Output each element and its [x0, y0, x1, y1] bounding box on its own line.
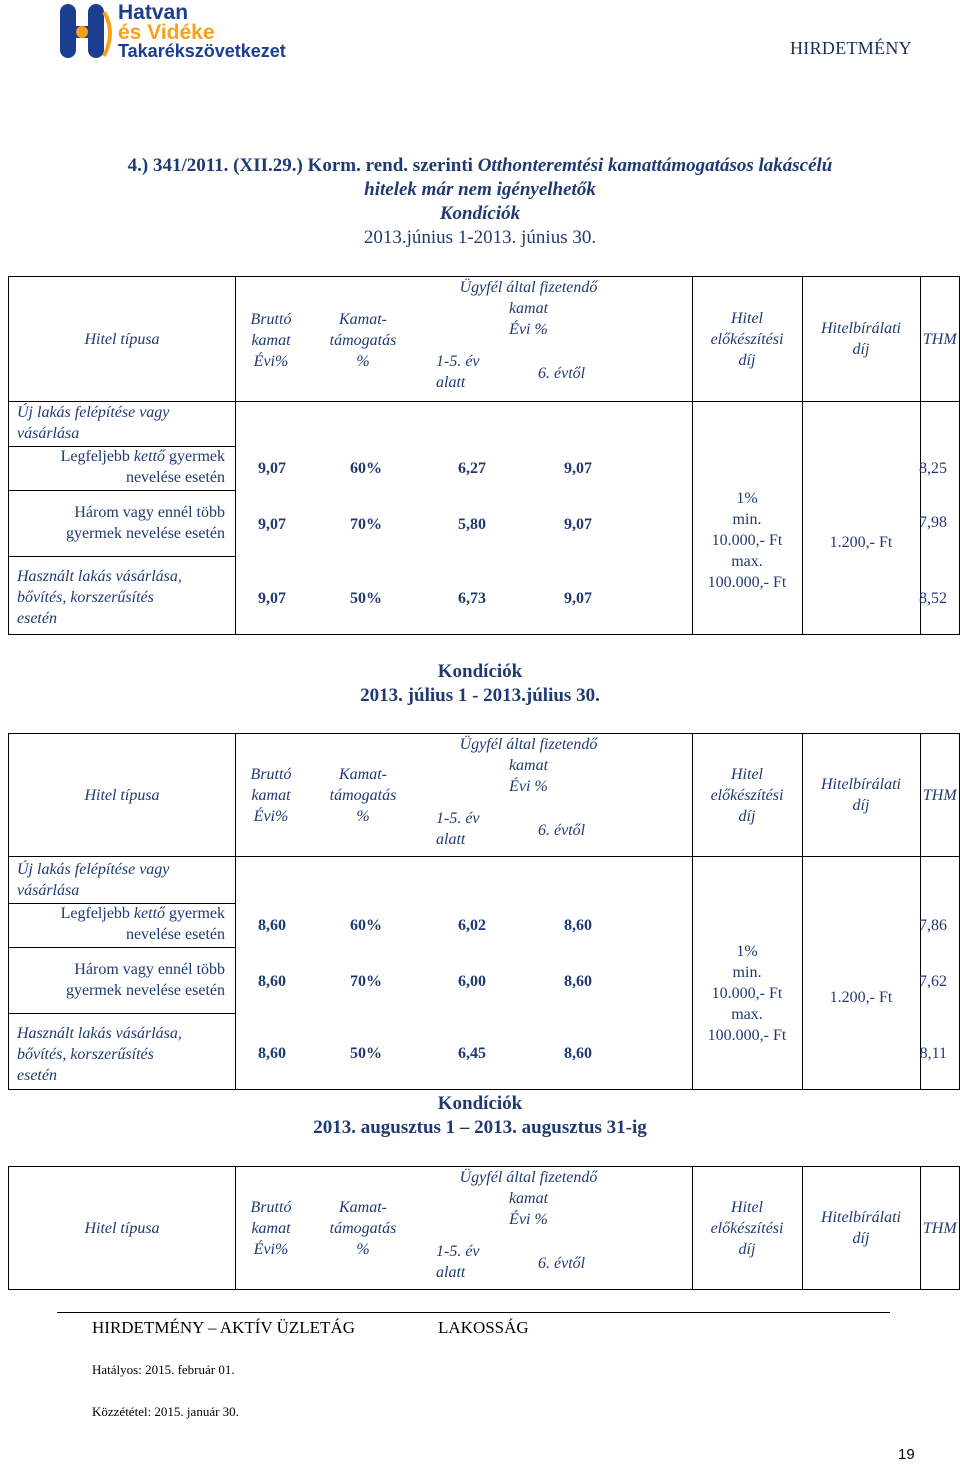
thm-cell — [920, 402, 960, 635]
subsidy-h3: % — [356, 1241, 370, 1258]
footer-left: HIRDETMÉNY – AKTÍV ÜZLETÁG — [92, 1318, 355, 1337]
rate-6-value: 9,07 — [564, 590, 592, 607]
label-used-home-1: Használt lakás vásárlása, — [17, 568, 182, 585]
row-labels-2: Új lakás felépítése vagy vásárlása Legfeljebb kettő gyermek nevelése esetén Három vagy ennél több gyermek nevelése esetén Használt lakás vásárlása, bővítés, korszerűsítés esetén — [9, 857, 236, 1090]
conditions-table-3 — [8, 1166, 960, 1290]
label-max-two-d: nevelése esetén — [125, 926, 225, 943]
rate-1-5-value: 6,02 — [458, 917, 486, 934]
years-1-5-h1: 1-5. év — [436, 1243, 480, 1260]
prep-fee-h1: Hitel — [731, 1198, 763, 1216]
label-used-home-2: bővítés, korszerűsítés — [17, 1046, 154, 1063]
conditions-label-2: Kondíciók — [437, 661, 523, 682]
label-used-home-1: Használt lakás vásárlása, — [17, 1025, 182, 1042]
years-1-5-h1: 1-5. év — [436, 810, 480, 827]
conditions-label: Kondíciók — [439, 203, 521, 224]
client-rate-h1: Ügyfél által fizetendő — [459, 736, 598, 753]
subsidy-h2: támogatás — [329, 787, 397, 804]
section-3-heading — [60, 1092, 900, 1140]
thm-cell — [920, 857, 960, 1090]
rows-values-2 — [236, 857, 693, 1090]
gross-rate-h2: kamat — [251, 787, 291, 804]
label-new-home-1: Új lakás felépítése vagy — [17, 861, 170, 878]
review-fee-value: 1.200,- Ft — [829, 534, 893, 551]
review-fee-h2: díj — [852, 797, 870, 814]
header-rates — [236, 277, 693, 402]
prep-fee-cell — [692, 857, 802, 1090]
gross-value: 9,07 — [258, 516, 286, 533]
label-three-more-1: Három vagy ennél több — [74, 961, 225, 978]
years-1-5-h2: alatt — [436, 374, 466, 391]
label-used-home-3: esetén — [17, 1067, 57, 1084]
section-2-heading — [60, 660, 900, 708]
label-new-home-1: Új lakás felépítése vagy — [17, 404, 170, 421]
prep-fee-h2: előkészítési — [710, 330, 784, 348]
effective-date: Hatályos: 2015. február 01. — [92, 1362, 235, 1377]
subsidy-h1: Kamat- — [339, 1199, 387, 1216]
thm-value: 8,52 — [919, 590, 947, 607]
subsidy-h2: támogatás — [329, 332, 397, 349]
label-max-two-a: Legfeljebb — [60, 905, 134, 922]
rows-values-1 — [236, 402, 693, 635]
thm-value: 7,98 — [919, 514, 947, 531]
col-thm: THM — [920, 277, 960, 402]
rate-1-5-value: 6,45 — [458, 1045, 486, 1062]
label-max-two-c: gyermek — [165, 905, 225, 922]
col-prep-fee — [692, 1167, 802, 1290]
row-labels-1: Új lakás felépítése vagy vásárlása Legfeljebb kettő gyermek nevelése esetén Három vagy ennél több gyermek nevelése esetén Használt lakás vásárlása, bővítés, korszerűsítés esetén — [9, 402, 236, 635]
conditions-table-1 — [8, 276, 960, 635]
subsidy-value: 70% — [350, 516, 382, 533]
gross-value: 8,60 — [258, 973, 286, 990]
rate-1-5-value: 5,80 — [458, 516, 486, 533]
prep-fee-pct: 1% — [736, 490, 758, 507]
year-6-header: 6. évtől — [538, 1255, 586, 1272]
prep-fee-min-label: min. — [732, 964, 762, 981]
subsidy-h2: támogatás — [329, 1220, 397, 1237]
label-max-two-a: Legfeljebb — [60, 448, 134, 465]
thm-value: 8,11 — [919, 1045, 947, 1062]
gross-rate-h1: Bruttó — [250, 311, 292, 328]
rate-6-value: 9,07 — [564, 460, 592, 477]
subsidy-value: 70% — [350, 973, 382, 990]
prep-fee-min: 10.000,- Ft — [711, 985, 783, 1002]
conditions-table-2 — [8, 733, 960, 1090]
prep-fee-h2: előkészítési — [710, 786, 784, 804]
client-rate-h3: Évi % — [509, 778, 548, 795]
client-rate-h3: Évi % — [509, 1211, 548, 1228]
rate-6-value: 8,60 — [564, 973, 592, 990]
gross-value: 9,07 — [258, 590, 286, 607]
prep-fee-cell — [692, 402, 802, 635]
col-loan-type: Hitel típusa — [9, 1167, 236, 1290]
year-6-header: 6. évtől — [538, 822, 586, 839]
col-review-fee — [802, 734, 920, 857]
subsidy-value: 60% — [350, 917, 382, 934]
gross-rate-h3: Évi% — [253, 808, 289, 825]
prep-fee-h3: díj — [738, 351, 756, 369]
published-date: Közzététel: 2015. január 30. — [92, 1404, 239, 1419]
col-prep-fee — [692, 734, 802, 857]
years-1-5-h2: alatt — [436, 1264, 466, 1281]
gross-rate-h3: Évi% — [253, 1241, 289, 1258]
title-part-2: Otthonteremtési kamattámogatásos lakáscélú — [477, 155, 833, 176]
review-fee-cell — [802, 857, 920, 1090]
label-max-two-c: gyermek — [165, 448, 225, 465]
subsidy-value: 60% — [350, 460, 382, 477]
label-three-more-2: gyermek nevelése esetén — [65, 525, 225, 542]
prep-fee-h1: Hitel — [731, 309, 763, 327]
rate-1-5-value: 6,00 — [458, 973, 486, 990]
review-fee-h1: Hitelbírálati — [821, 1209, 901, 1226]
gross-value: 8,60 — [258, 1045, 286, 1062]
rate-1-5-value: 6,27 — [458, 460, 486, 477]
subsidy-h1: Kamat- — [339, 766, 387, 783]
client-rate-h2: kamat — [508, 757, 549, 774]
col-review-fee — [802, 1167, 920, 1290]
label-three-more-1: Három vagy ennél több — [74, 504, 225, 521]
review-fee-value: 1.200,- Ft — [829, 989, 893, 1006]
logo-mark-icon — [58, 2, 118, 64]
title-line-2: hitelek már nem igényelhetők — [364, 179, 596, 200]
bank-logo — [58, 2, 318, 68]
gross-rate-h1: Bruttó — [250, 766, 292, 783]
label-used-home-2: bővítés, korszerűsítés — [17, 589, 154, 606]
thm-value: 7,86 — [919, 917, 947, 934]
review-fee-h2: díj — [852, 1230, 870, 1247]
client-rate-h2: kamat — [508, 1190, 549, 1207]
client-rate-h3: Évi % — [509, 321, 548, 338]
review-fee-h2: díj — [852, 341, 870, 358]
col-thm: THM — [920, 734, 960, 857]
subsidy-value: 50% — [350, 590, 382, 607]
review-fee-h1: Hitelbírálati — [821, 320, 901, 337]
page-title — [60, 154, 900, 250]
subsidy-h1: Kamat- — [339, 311, 387, 328]
year-6-header: 6. évtől — [538, 365, 586, 382]
client-rate-h1: Ügyfél által fizetendő — [459, 279, 598, 296]
document-label: HIRDETMÉNY — [790, 38, 912, 58]
period-3: 2013. augusztus 1 – 2013. augusztus 31-ig — [313, 1117, 647, 1138]
title-part-1: 4.) 341/2011. (XII.29.) Korm. rend. szerinti — [127, 155, 478, 176]
gross-value: 8,60 — [258, 917, 286, 934]
period-1: 2013.június 1-2013. június 30. — [363, 227, 597, 248]
gross-rate-h1: Bruttó — [250, 1199, 292, 1216]
subsidy-h3: % — [356, 353, 370, 370]
prep-fee-h1: Hitel — [731, 765, 763, 783]
period-2: 2013. július 1 - 2013.július 30. — [360, 685, 600, 706]
gross-rate-h3: Évi% — [253, 353, 289, 370]
thm-value: 8,25 — [919, 460, 947, 477]
prep-fee-min: 10.000,- Ft — [711, 532, 783, 549]
logo-line-1: Hatvan — [118, 1, 189, 24]
thm-value: 7,62 — [919, 973, 947, 990]
client-rate-h1: Ügyfél által fizetendő — [459, 1169, 598, 1186]
subsidy-value: 50% — [350, 1045, 382, 1062]
col-loan-type: Hitel típusa — [9, 277, 236, 402]
col-thm: THM — [920, 1167, 960, 1290]
gross-rate-h2: kamat — [251, 332, 291, 349]
footer-right: LAKOSSÁG — [438, 1318, 529, 1337]
conditions-label-3: Kondíciók — [437, 1093, 523, 1114]
subsidy-h3: % — [356, 808, 370, 825]
prep-fee-max: 100.000,- Ft — [707, 574, 787, 591]
col-prep-fee — [692, 277, 802, 402]
rate-6-value: 8,60 — [564, 917, 592, 934]
logo-line-3: Takarékszövetkezet — [118, 41, 286, 61]
gross-rate-h2: kamat — [251, 1220, 291, 1237]
prep-fee-h2: előkészítési — [710, 1219, 784, 1237]
prep-fee-h3: díj — [738, 1240, 756, 1258]
label-max-two-d: nevelése esetén — [125, 469, 225, 486]
years-1-5-h2: alatt — [436, 831, 466, 848]
rate-6-value: 8,60 — [564, 1045, 592, 1062]
review-fee-h1: Hitelbírálati — [821, 776, 901, 793]
header-rates — [236, 1167, 693, 1290]
years-1-5-h1: 1-5. év — [436, 353, 480, 370]
prep-fee-max-label: max. — [731, 553, 763, 570]
footer-divider — [57, 1312, 890, 1313]
label-three-more-2: gyermek nevelése esetén — [65, 982, 225, 999]
gross-value: 9,07 — [258, 460, 286, 477]
header-rates — [236, 734, 693, 857]
col-review-fee — [802, 277, 920, 402]
review-fee-cell — [802, 402, 920, 635]
page-number: 19 — [898, 1446, 915, 1463]
label-used-home-3: esetén — [17, 610, 57, 627]
prep-fee-h3: díj — [738, 807, 756, 825]
client-rate-h2: kamat — [508, 300, 549, 317]
prep-fee-min-label: min. — [732, 511, 762, 528]
label-max-two-b: kettő — [133, 448, 166, 465]
logo-line-2: és Vidéke — [118, 21, 215, 44]
prep-fee-max-label: max. — [731, 1006, 763, 1023]
prep-fee-pct: 1% — [736, 943, 758, 960]
prep-fee-max: 100.000,- Ft — [707, 1027, 787, 1044]
rate-6-value: 9,07 — [564, 516, 592, 533]
label-max-two-b: kettő — [133, 905, 166, 922]
rate-1-5-value: 6,73 — [458, 590, 486, 607]
col-loan-type: Hitel típusa — [9, 734, 236, 857]
